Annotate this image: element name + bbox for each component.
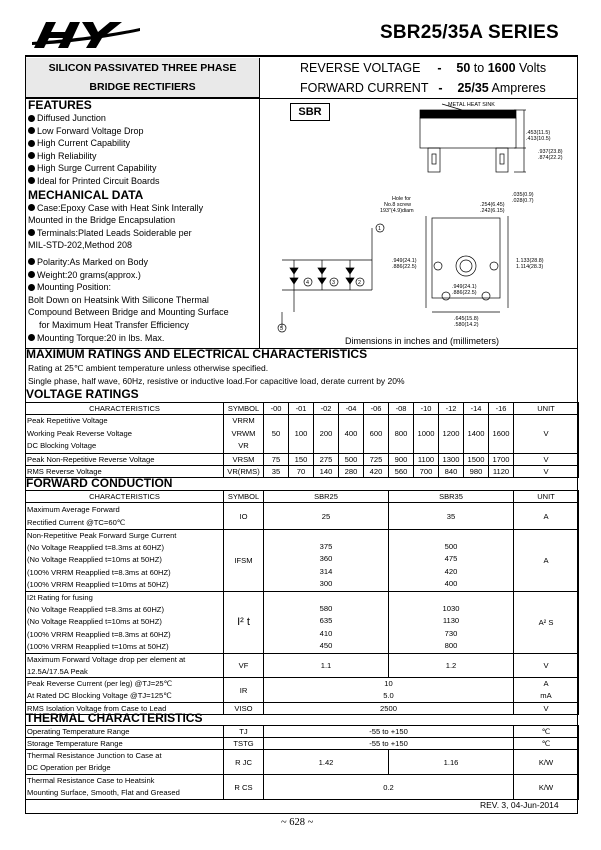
table-header-row <box>26 491 579 503</box>
col-header: -14 <box>464 403 489 415</box>
dimensions-note: Dimensions in inches and (millimeters) <box>345 336 500 346</box>
reverse-voltage-unit: Volts <box>519 61 547 75</box>
mech-case: Case:Epoxy Case with Heat Sink Interally <box>26 202 259 215</box>
product-name-box <box>26 58 260 98</box>
table-row: Non-Repetitive Peak Forward Surge Current (No Voltage Reapplied t=8.3ms at 60HZ) (No Voltage Reapplied t=10ms at 50HZ) (100% VRRM Reapplied t=8.3ms at 60HZ) (100% VRRM Reapplied t=10ms at 50HZ) IFSM 375 360 314 300 500 475 420 400 A <box>26 530 579 592</box>
col-header: -16 <box>489 403 514 415</box>
dim-13: .949(24.1) <box>452 284 477 290</box>
table-row: Operating Temperature Range TJ -55 to +150 ℃ <box>26 726 579 738</box>
revision-note: REV. 3, 04-Jun-2014 <box>480 800 559 810</box>
mech-mount-2: Compound Between Bridge and Mounting Surface <box>28 307 229 318</box>
reverse-voltage-from: 50 <box>456 61 471 75</box>
col-header: CHARACTERISTICS <box>26 403 224 415</box>
col-header: -01 <box>289 403 314 415</box>
pin-label: 1 <box>378 226 381 232</box>
table-row: Peak Non-Repetitive Reverse Voltage VRSM 75 150 275 500 725 900 1100 1300 1500 1700 V <box>26 453 579 465</box>
feature-item: Low Forward Voltage Drop <box>26 125 259 138</box>
col-header: -00 <box>264 403 289 415</box>
package-label: SBR <box>290 103 330 121</box>
bullet-icon <box>28 204 35 211</box>
features-title: FEATURES <box>28 98 92 112</box>
table-row: RMS Reverse Voltage VR(RMS) 35 70 140 280 420 560 700 840 980 1120 V <box>26 465 579 477</box>
pin-label: 3 <box>332 280 335 286</box>
bullet-icon <box>28 140 35 147</box>
mech-terminals: Terminals:Plated Leads Soiderable per <box>26 227 259 240</box>
table-row: Maximum Forward Voltage drop per element at 12.5A/17.5A Peak VF 1.1 1.2 V <box>26 654 579 678</box>
bullet-icon <box>28 115 35 122</box>
table-row: Storage Temperature Range TSTG -55 to +150 ℃ <box>26 738 579 750</box>
feature-item: High Current Capability <box>26 137 259 150</box>
col-header: SYMBOL <box>224 403 264 415</box>
dim-11: 1.133(28.8) <box>516 258 544 264</box>
table-header-row <box>26 403 579 415</box>
forward-conduction-table <box>25 490 579 715</box>
table-row: RMS Isolation Voltage from Case to Lead VISO 2500 V <box>26 703 579 715</box>
page-number: ~ 628 ~ <box>281 817 314 828</box>
dim-14: .886(22.5) <box>452 290 477 296</box>
col-header: -04 <box>339 403 364 415</box>
mech-mount-3: for Maximum Heat Transfer Efficiency <box>39 319 189 330</box>
bullet-icon <box>28 334 35 341</box>
col-header: -06 <box>364 403 389 415</box>
dim-5: .035(0.9) <box>512 192 534 198</box>
bullet-icon <box>28 152 35 159</box>
dim-16: .580(14.2) <box>454 322 479 328</box>
mech-mount-1: Bolt Down on Heatsink With Silicone Thermal <box>28 294 209 305</box>
ratings-title: MAXIMUM RATINGS AND ELECTRICAL CHARACTERISTICS <box>26 347 368 361</box>
forward-title: FORWARD CONDUCTION <box>26 476 173 490</box>
table-row: Peak Reverse Current (per leg) @TJ=25℃ At Rated DC Blocking Voltage @TJ=125℃ IR 10 5.0 A mA <box>26 678 579 703</box>
table-row: Maximum Average Forward Rectified Current @TC=60℃ IO 25 35 A <box>26 503 579 530</box>
hole-note-2: No.8 screw <box>384 202 411 208</box>
col-header: UNIT <box>514 403 579 415</box>
bullet-icon <box>28 271 35 278</box>
hole-note-3: 193"(4.9)diam <box>380 208 414 214</box>
package-outline-drawing <box>262 98 576 338</box>
dim-12: 1.114(28.3) <box>516 264 544 270</box>
reverse-voltage-to: 1600 <box>487 61 516 75</box>
ratings-note-1: Rating at 25℃ ambient temperature unless otherwise specified. <box>28 363 269 373</box>
forward-current-row <box>300 78 546 98</box>
voltage-title: VOLTAGE RATINGS <box>26 387 139 401</box>
bullet-icon <box>28 177 35 184</box>
bullet-icon <box>28 127 35 134</box>
col-header: -08 <box>389 403 414 415</box>
pin-label: 5 <box>280 326 283 332</box>
mech-torque: Mounting Torque:20 in lbs. Max. <box>26 332 259 345</box>
label-heat-sink: METAL HEAT SINK <box>448 102 495 108</box>
dim-3: .937(23.8) <box>538 149 563 155</box>
bullet-icon <box>28 258 35 265</box>
dim-9: .949(24.1) <box>392 258 417 264</box>
voltage-ratings-table <box>25 402 579 478</box>
product-line-1: SILICON PASSIVATED THREE PHASE <box>48 62 237 74</box>
reverse-voltage-label: REVERSE VOLTAGE <box>300 61 421 75</box>
pin-label: 4 <box>306 280 309 286</box>
mech-weight: Weight:20 grams(approx.) <box>26 269 259 282</box>
series-title: SBR25/35A SERIES <box>380 22 559 43</box>
bullet-icon <box>28 165 35 172</box>
mech-terminals-cont: MIL-STD-202,Method 208 <box>28 240 133 251</box>
thermal-table <box>25 725 579 800</box>
dim-2: .413(10.5) <box>526 136 551 142</box>
product-line-2: BRIDGE RECTIFIERS <box>89 81 196 93</box>
table-row: Peak Repetitive Voltage Working Peak Reverse Voltage DC Blocking Voltage VRRM VRWM VR 50 100 200 400 600 800 1000 1200 1400 1600 V <box>26 415 579 454</box>
forward-current-unit: Ampreres <box>491 81 546 95</box>
col-header: -02 <box>314 403 339 415</box>
col-header: -12 <box>439 403 464 415</box>
reverse-voltage-row <box>300 58 546 78</box>
features-column <box>26 98 260 348</box>
hole-note-1: Hole for <box>392 196 411 202</box>
pin-label: 2 <box>358 280 361 286</box>
thermal-title: THERMAL CHARACTERISTICS <box>26 711 203 725</box>
mech-mount: Mounting Position: <box>26 281 259 294</box>
bullet-icon <box>28 284 35 291</box>
col-header: SBR35 <box>389 491 514 503</box>
feature-item: Diffused Junction <box>26 112 259 125</box>
dim-10: .886(22.5) <box>392 264 417 270</box>
ratings-note-2: Single phase, half wave, 60Hz, resistive or inductive load.For capacitive load, derate current by 20% <box>28 376 405 386</box>
col-header: UNIT <box>514 491 579 503</box>
feature-item: High Reliability <box>26 150 259 163</box>
feature-item: Ideal for Printed Circuit Boards <box>26 175 259 188</box>
dim-7: .254(6.45) <box>480 202 505 208</box>
reverse-voltage-dash: - <box>437 61 442 75</box>
table-row: Thermal Resistance Junction to Case at DC Operation per Bridge R JC 1.42 1.16 K/W <box>26 750 579 775</box>
col-header: SBR25 <box>264 491 389 503</box>
col-header: CHARACTERISTICS <box>26 491 224 503</box>
header-specs <box>300 58 546 98</box>
company-logo <box>32 18 140 52</box>
dim-4: .874(22.2) <box>538 155 563 161</box>
mechanical-title: MECHANICAL DATA <box>28 187 144 202</box>
dim-15: .645(15.8) <box>454 316 479 322</box>
feature-item: High Surge Current Capability <box>26 162 259 175</box>
col-header: SYMBOL <box>224 491 264 503</box>
forward-current-value: 25/35 <box>457 81 489 95</box>
forward-current-dash: - <box>438 81 443 95</box>
table-row: Thermal Resistance Case to Heatsink Mounting Surface, Smooth, Flat and Greased R CS 0.2 K/W <box>26 775 579 800</box>
bullet-icon <box>28 229 35 236</box>
reverse-voltage-to-word: to <box>473 61 485 75</box>
table-row: I2t Rating for fusing (No Voltage Reapplied t=8.3ms at 60HZ) (No Voltage Reapplied t=10ms at 50HZ) (100% VRRM Reapplied t=8.3ms at 60HZ) (100% VRRM Reapplied t=10ms at 50HZ) I² t 580 635 410 450 1030 1130 730 800 A² S <box>26 592 579 654</box>
mech-case-cont: Mounted in the Bridge Encapsulation <box>28 215 176 226</box>
forward-current-label: FORWARD CURRENT <box>300 81 429 95</box>
mech-polarity: Polarity:As Marked on Body <box>26 256 259 269</box>
dim-6: .028(0.7) <box>512 198 534 204</box>
dim-1: .453(11.5) <box>526 130 551 136</box>
col-header: -10 <box>414 403 439 415</box>
dim-8: .242(6.15) <box>480 208 505 214</box>
